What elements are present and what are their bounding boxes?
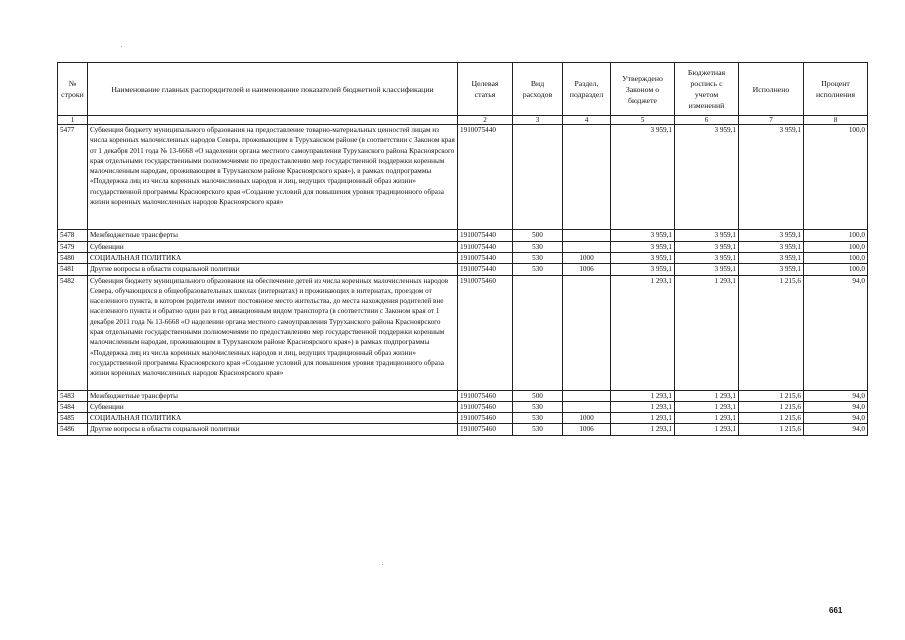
scan-speck [382, 564, 383, 565]
schedule-amount: 1 293,1 [675, 401, 739, 412]
row-number: 5484 [58, 401, 88, 412]
section-code [563, 401, 611, 412]
expense-kind: 530 [513, 264, 563, 275]
table-row [58, 275, 868, 390]
row-number: 5485 [58, 413, 88, 424]
expense-kind: 500 [513, 230, 563, 241]
table-row [58, 424, 868, 435]
schedule-amount: 1 293,1 [675, 390, 739, 401]
section-code: 1006 [563, 264, 611, 275]
approved-amount: 1 293,1 [611, 401, 675, 412]
execution-percent: 100,0 [804, 241, 868, 252]
header-percent: Процент исполнения [804, 63, 868, 116]
approved-amount: 3 959,1 [611, 125, 675, 230]
table-row [58, 125, 868, 230]
executed-amount: 3 959,1 [739, 125, 804, 230]
column-number: 7 [739, 116, 804, 125]
page-number: 661 [829, 606, 843, 615]
expense-kind: 530 [513, 241, 563, 252]
target-article: 1910075440 [458, 125, 513, 230]
row-name: СОЦИАЛЬНАЯ ПОЛИТИКА [88, 252, 458, 263]
target-article: 1910075460 [458, 275, 513, 390]
row-name: Субвенция бюджету муниципального образования на обеспечение детей из числа коренных малочисленных народов Севера, обучающихся в общеобразовательных школах (интернатах) и проживающих в интернатах, проездом от населенного пункта, в котором родители имеют постоянное место жительства, до места нахождения родителей вне населенного пункта и обратно один раз в год авиационным видом транспорта (в соответствии с Законом края от 1 декабря 2011 года № 13-6668 «О наделении органа местного самоуправления Туруханского района Красноярского края отдельными государственными полномочиями по предоставлению мер государственной поддержки коренным малочисленным народам, проживающим в Туруханском районе Красноярского края») в рамках подпрограммы «Поддержка лиц из числа коренных малочисленных народов и лиц, ведущих традиционный образ жизни» государственной программы Красноярского края «Создание условий для повышения уровня традиционного образа жизни коренных малочисленных народов Красноярского края» [88, 275, 458, 390]
row-number: 5480 [58, 252, 88, 263]
budget-execution-table [57, 62, 868, 436]
section-code [563, 275, 611, 390]
schedule-amount: 3 959,1 [675, 125, 739, 230]
row-number: 5486 [58, 424, 88, 435]
target-article: 1910075440 [458, 230, 513, 241]
approved-amount: 3 959,1 [611, 241, 675, 252]
table-row [58, 413, 868, 424]
column-number [88, 116, 458, 125]
table-row [58, 264, 868, 275]
header-schedule: Бюджетная роспись с учетом изменений [675, 63, 739, 116]
execution-percent: 100,0 [804, 252, 868, 263]
header-target-article: Целевая статья [458, 63, 513, 116]
approved-amount: 3 959,1 [611, 264, 675, 275]
table-row [58, 401, 868, 412]
expense-kind: 530 [513, 252, 563, 263]
expense-kind [513, 125, 563, 230]
execution-percent: 94,0 [804, 401, 868, 412]
execution-percent: 100,0 [804, 230, 868, 241]
section-code: 1006 [563, 424, 611, 435]
table-row [58, 252, 868, 263]
schedule-amount: 3 959,1 [675, 252, 739, 263]
target-article: 1910075440 [458, 252, 513, 263]
column-number: 2 [458, 116, 513, 125]
row-number: 5479 [58, 241, 88, 252]
target-article: 1910075460 [458, 390, 513, 401]
row-name: Другие вопросы в области социальной политики [88, 424, 458, 435]
row-number: 5478 [58, 230, 88, 241]
row-name: СОЦИАЛЬНАЯ ПОЛИТИКА [88, 413, 458, 424]
schedule-amount: 3 959,1 [675, 230, 739, 241]
execution-percent: 94,0 [804, 275, 868, 390]
table-row [58, 230, 868, 241]
scan-speck [121, 46, 122, 47]
approved-amount: 1 293,1 [611, 275, 675, 390]
header-name: Наименование главных распорядителей и наименование показателей бюджетной классификации [88, 63, 458, 116]
row-name: Другие вопросы в области социальной политики [88, 264, 458, 275]
target-article: 1910075460 [458, 401, 513, 412]
header-section: Раздел, подраздел [563, 63, 611, 116]
approved-amount: 3 959,1 [611, 252, 675, 263]
execution-percent: 94,0 [804, 413, 868, 424]
executed-amount: 3 959,1 [739, 264, 804, 275]
target-article: 1910075440 [458, 241, 513, 252]
approved-amount: 1 293,1 [611, 390, 675, 401]
executed-amount: 1 215,6 [739, 275, 804, 390]
table-row [58, 390, 868, 401]
executed-amount: 1 215,6 [739, 390, 804, 401]
approved-amount: 1 293,1 [611, 424, 675, 435]
row-name: Межбюджетные трансферты [88, 390, 458, 401]
section-code: 1000 [563, 252, 611, 263]
executed-amount: 1 215,6 [739, 413, 804, 424]
row-number: 5477 [58, 125, 88, 230]
target-article: 1910075440 [458, 264, 513, 275]
execution-percent: 100,0 [804, 264, 868, 275]
column-number-row [58, 116, 868, 125]
section-code [563, 125, 611, 230]
target-article: 1910075460 [458, 424, 513, 435]
header-expense-kind: Вид расходов [513, 63, 563, 116]
expense-kind: 530 [513, 413, 563, 424]
schedule-amount: 1 293,1 [675, 275, 739, 390]
row-number: 5483 [58, 390, 88, 401]
section-code [563, 390, 611, 401]
row-number: 5482 [58, 275, 88, 390]
row-name: Субвенции [88, 241, 458, 252]
section-code: 1000 [563, 413, 611, 424]
approved-amount: 3 959,1 [611, 230, 675, 241]
row-number: 5481 [58, 264, 88, 275]
approved-amount: 1 293,1 [611, 413, 675, 424]
expense-kind [513, 275, 563, 390]
executed-amount: 1 215,6 [739, 424, 804, 435]
header-row-number: № строки [58, 63, 88, 116]
schedule-amount: 1 293,1 [675, 424, 739, 435]
execution-percent: 94,0 [804, 424, 868, 435]
header-approved: Утверждено Законом о бюджете [611, 63, 675, 116]
table-header-row [58, 63, 868, 116]
column-number: 5 [611, 116, 675, 125]
schedule-amount: 1 293,1 [675, 413, 739, 424]
header-executed: Исполнено [739, 63, 804, 116]
executed-amount: 1 215,6 [739, 401, 804, 412]
schedule-amount: 3 959,1 [675, 264, 739, 275]
table-row [58, 241, 868, 252]
column-number: 4 [563, 116, 611, 125]
section-code [563, 241, 611, 252]
column-number: 6 [675, 116, 739, 125]
row-name: Межбюджетные трансферты [88, 230, 458, 241]
expense-kind: 530 [513, 401, 563, 412]
executed-amount: 3 959,1 [739, 252, 804, 263]
column-number: 1 [58, 116, 88, 125]
executed-amount: 3 959,1 [739, 230, 804, 241]
row-name: Субвенции [88, 401, 458, 412]
schedule-amount: 3 959,1 [675, 241, 739, 252]
expense-kind: 500 [513, 390, 563, 401]
executed-amount: 3 959,1 [739, 241, 804, 252]
execution-percent: 94,0 [804, 390, 868, 401]
target-article: 1910075460 [458, 413, 513, 424]
section-code [563, 230, 611, 241]
column-number: 3 [513, 116, 563, 125]
execution-percent: 100,0 [804, 125, 868, 230]
expense-kind: 530 [513, 424, 563, 435]
row-name: Субвенция бюджету муниципального образования на предоставление товарно-материальных ценностей лицам из числа коренных малочисленных народов Севера, проживающим в Туруханском районе (в соответствии с Законом края от 1 декабря 2011 года № 13-6668 «О наделении органа местного самоуправления Туруханского района Красноярского края отдельными государственными полномочиями по предоставлению мер государственной поддержки коренным малочисленным народам, проживающим в Туруханском районе Красноярского края»), в рамках подпрограммы «Поддержка лиц из числа коренных малочисленных народов и лиц, ведущих традиционный образ жизни» государственной программы Красноярского края «Создание условий для повышения уровня традиционного образа жизни коренных малочисленных народов Красноярского края» [88, 125, 458, 230]
column-number: 8 [804, 116, 868, 125]
